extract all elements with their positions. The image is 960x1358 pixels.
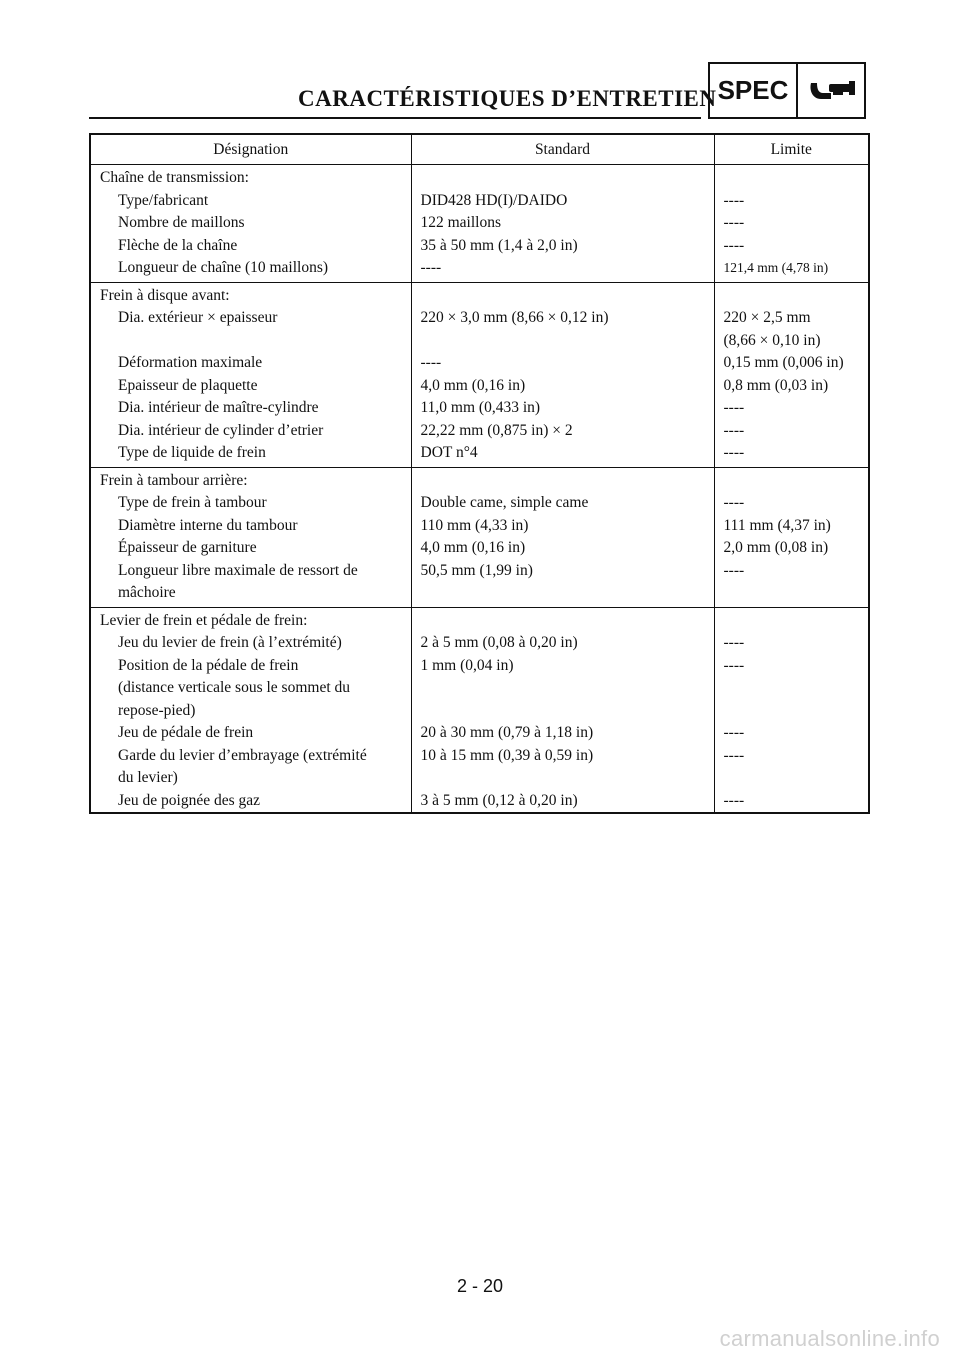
spec-badge: SPEC [710,64,798,117]
table-row [90,352,869,375]
row-standard: DID428 HD(I)/DAIDO [411,190,714,213]
row-limit: ---- [714,235,869,258]
row-item-line: (distance verticale sous le sommet du [118,679,351,696]
table-header-row [90,134,869,165]
row-limit-line: (8,66 × 0,10 in) [723,331,821,349]
row-item: Type/fabricant [118,191,209,209]
row-limit: 121,4 mm (4,78 in) [714,257,869,282]
row-limit: ---- [714,212,869,235]
row-limit: 111 mm (4,37 in) [714,515,869,538]
row-item: Diamètre interne du tambour [118,516,298,534]
row-item: Type de liquide de frein [90,442,411,467]
row-limit: ---- [714,632,869,655]
group-title-row [90,467,869,492]
page-number: 2 - 20 [456,1276,504,1296]
table-row [90,397,869,420]
row-item: Déformation maximale [118,354,263,371]
header-rule [89,117,701,119]
row-limit: ---- [714,190,869,213]
table-row [90,442,869,467]
row-standard: Double came, simple came [411,492,714,515]
row-limit: 0,8 mm (0,03 in) [714,375,869,398]
table-row [90,632,869,655]
spec-badge-box [708,62,866,119]
table-row [90,790,869,814]
row-item: Epaisseur de plaquette [118,376,258,394]
row-limit: ---- [714,560,869,608]
row-item-line: repose-pied) [118,701,196,719]
column-header-limit: Limite [714,134,869,165]
column-header-designation: Désignation [90,134,411,165]
row-standard: 22,22 mm (0,875 in) × 2 [411,420,714,443]
group-title-row [90,165,869,190]
row-limit: 2,0 mm (0,08 in) [714,537,869,560]
row-standard: DOT n°4 [411,442,714,467]
row-standard: 220 × 3,0 mm (8,66 × 0,12 in) [411,307,714,352]
row-limit: ---- [714,722,869,745]
row-limit: ---- [714,397,869,420]
row-item-line: Position de la pédale de frein [118,656,299,674]
row-standard: 10 à 15 mm (0,39 à 0,59 in) [411,745,714,790]
table-row [90,537,869,560]
row-item: Flèche de la chaîne [118,236,238,254]
table-row [90,257,869,282]
table-row [90,190,869,213]
row-item: Dia. extérieur × epaisseur [118,309,278,326]
watermark: carmanualsonline.info [719,1326,940,1351]
row-limit: ---- [714,655,869,723]
row-standard: 1 mm (0,04 in) [411,655,714,723]
row-limit: ---- [714,492,869,515]
group-title: Levier de frein et pédale de frein: [100,611,308,629]
row-item-line: Garde du levier d’embrayage (extrémité [118,746,367,764]
row-item: Jeu du levier de frein (à l’extrémité) [118,634,342,651]
group-title-row [90,282,869,307]
row-item: Longueur de chaîne (10 maillons) [90,257,411,282]
row-limit: ---- [714,745,869,790]
row-item: Jeu de poignée des gaz [118,791,261,809]
table-row [90,375,869,398]
table-row [90,420,869,443]
spec-table [89,133,870,814]
row-standard: ---- [411,352,714,375]
table-row [90,235,869,258]
row-standard: ---- [411,257,714,282]
row-standard: 2 à 5 mm (0,08 à 0,20 in) [411,632,714,655]
row-standard: 4,0 mm (0,16 in) [411,375,714,398]
row-standard: 4,0 mm (0,16 in) [411,537,714,560]
group-title: Chaîne de transmission: [100,169,249,186]
row-item [90,560,411,608]
row-item-line: Longueur libre maximale de ressort de [118,561,358,579]
row-item-line: du levier) [118,769,178,786]
row-limit: ---- [714,420,869,443]
table-row [90,212,869,235]
row-limit: ---- [714,790,869,814]
row-standard: 50,5 mm (1,99 in) [411,560,714,608]
group-title-row [90,607,869,632]
wrench-icon [805,77,857,105]
row-standard: 11,0 mm (0,433 in) [411,397,714,420]
group-title: Frein à disque avant: [100,286,230,304]
row-item: Type de frein à tambour [118,494,267,511]
row-limit: ---- [714,442,869,467]
table-row [90,307,869,352]
table-row [90,515,869,538]
table-row [90,722,869,745]
page-title: CARACTÉRISTIQUES D’ENTRETIEN [298,86,717,111]
row-item: Nombre de maillons [118,214,245,231]
row-standard: 122 maillons [411,212,714,235]
row-standard: 3 à 5 mm (0,12 à 0,20 in) [411,790,714,814]
group-title: Frein à tambour arrière: [100,471,248,489]
row-item: Dia. intérieur de maître-cylindre [118,399,319,416]
row-item: Dia. intérieur de cylinder d’etrier [118,421,324,439]
row-item: Jeu de pédale de frein [118,724,254,741]
row-item: Épaisseur de garniture [118,539,257,556]
row-item-line: mâchoire [118,584,176,601]
table-row [90,655,869,723]
table-row [90,745,869,790]
column-header-standard: Standard [411,134,714,165]
table-row [90,492,869,515]
row-limit-line: 220 × 2,5 mm [723,309,811,326]
row-limit [714,307,869,352]
row-standard: 35 à 50 mm (1,4 à 2,0 in) [411,235,714,258]
row-item [90,655,411,723]
row-standard: 20 à 30 mm (0,79 à 1,18 in) [411,722,714,745]
table-row [90,560,869,608]
row-standard: 110 mm (4,33 in) [411,515,714,538]
row-limit: 0,15 mm (0,006 in) [714,352,869,375]
row-item [90,745,411,790]
